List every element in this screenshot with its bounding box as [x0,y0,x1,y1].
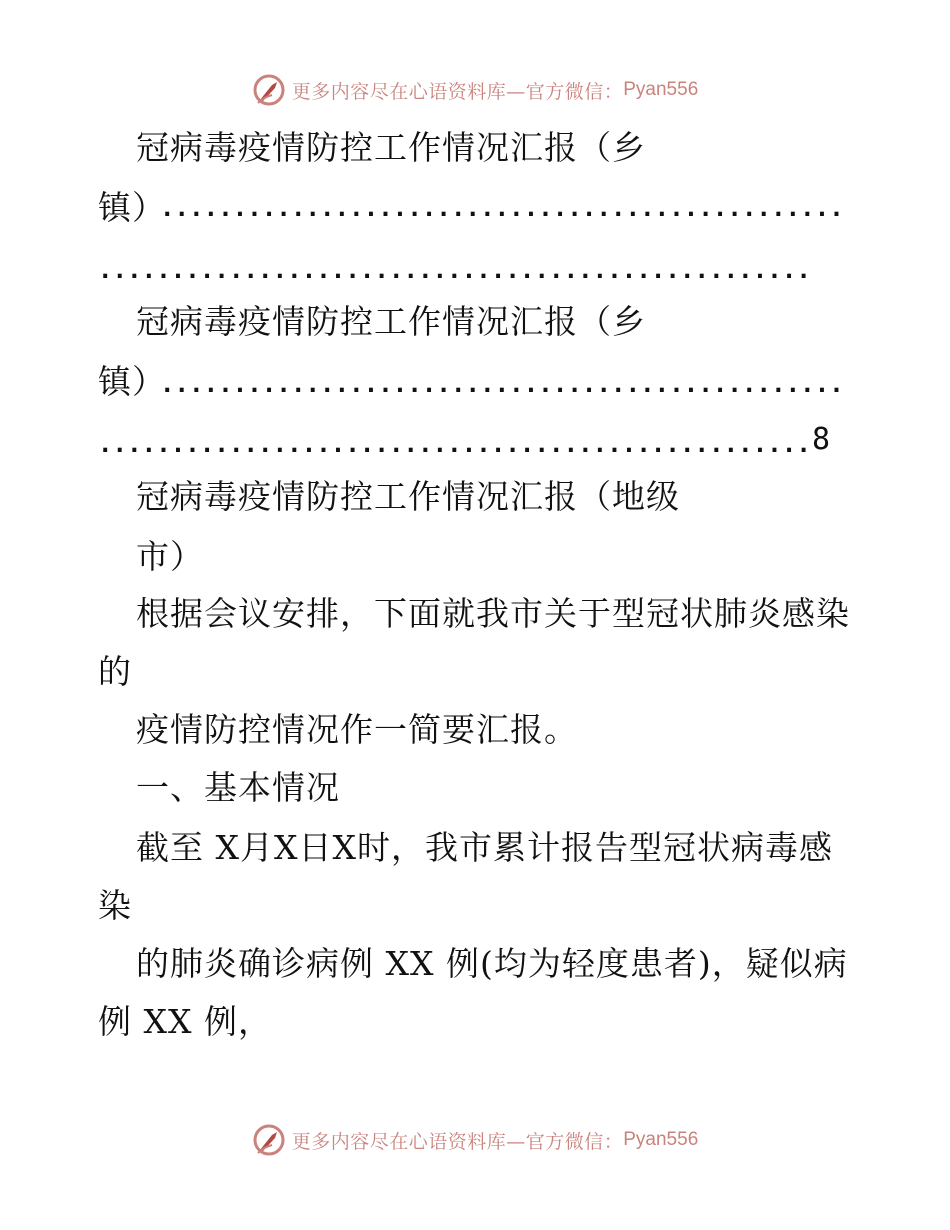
pen-logo-icon [252,73,286,107]
paragraph-1-line-1: 根据会议安排，下面就我市关于型冠状肺炎感染 [136,594,850,633]
toc-entry-1-title-cont: 镇） [98,188,166,227]
section-heading: 冠病毒疫情防控工作情况汇报（地级 [136,477,680,516]
toc-entry-2-title: 冠病毒疫情防控工作情况汇报（乡 [136,302,646,341]
watermark-wechat-id: Pyan556 [623,79,699,100]
toc-entry-2-page-number: 8 [812,422,831,457]
paragraph-1-line-2: 的 [98,652,132,691]
header-watermark [0,70,950,110]
section-1-title: 一、基本情况 [136,768,340,807]
paragraph-1-line-3: 疫情防控情况作一简要汇报。 [136,710,578,749]
watermark-wechat-id: Pyan556 [623,1129,699,1150]
toc-entry-1-leader-cont: ................................................. [98,256,811,284]
paragraph-2-line-2: 染 [98,886,132,925]
watermark-text: 更多内容尽在心语资料库—官方微信： [291,1130,624,1153]
pen-logo-icon [252,1123,286,1157]
toc-entry-1-leader: ............................................... [160,194,844,222]
toc-entry-2-title-cont: 镇） [98,362,166,401]
paragraph-3-line-1: 的肺炎确诊病例 XX 例(均为轻度患者)，疑似病 [136,944,848,983]
section-heading-cont: 市） [136,537,204,576]
watermark-text: 更多内容尽在心语资料库—官方微信： [291,80,624,103]
paragraph-2-line-1: 截至 X月X日X时，我市累计报告型冠状病毒感 [136,828,833,867]
toc-entry-2-leader: ............................................... [160,370,844,398]
toc-entry-2-leader-cont: ................................................. [98,430,811,458]
footer-watermark [0,1120,950,1160]
paragraph-3-line-2: 例 XX 例， [98,1002,272,1041]
toc-entry-1-title: 冠病毒疫情防控工作情况汇报（乡 [136,128,646,167]
